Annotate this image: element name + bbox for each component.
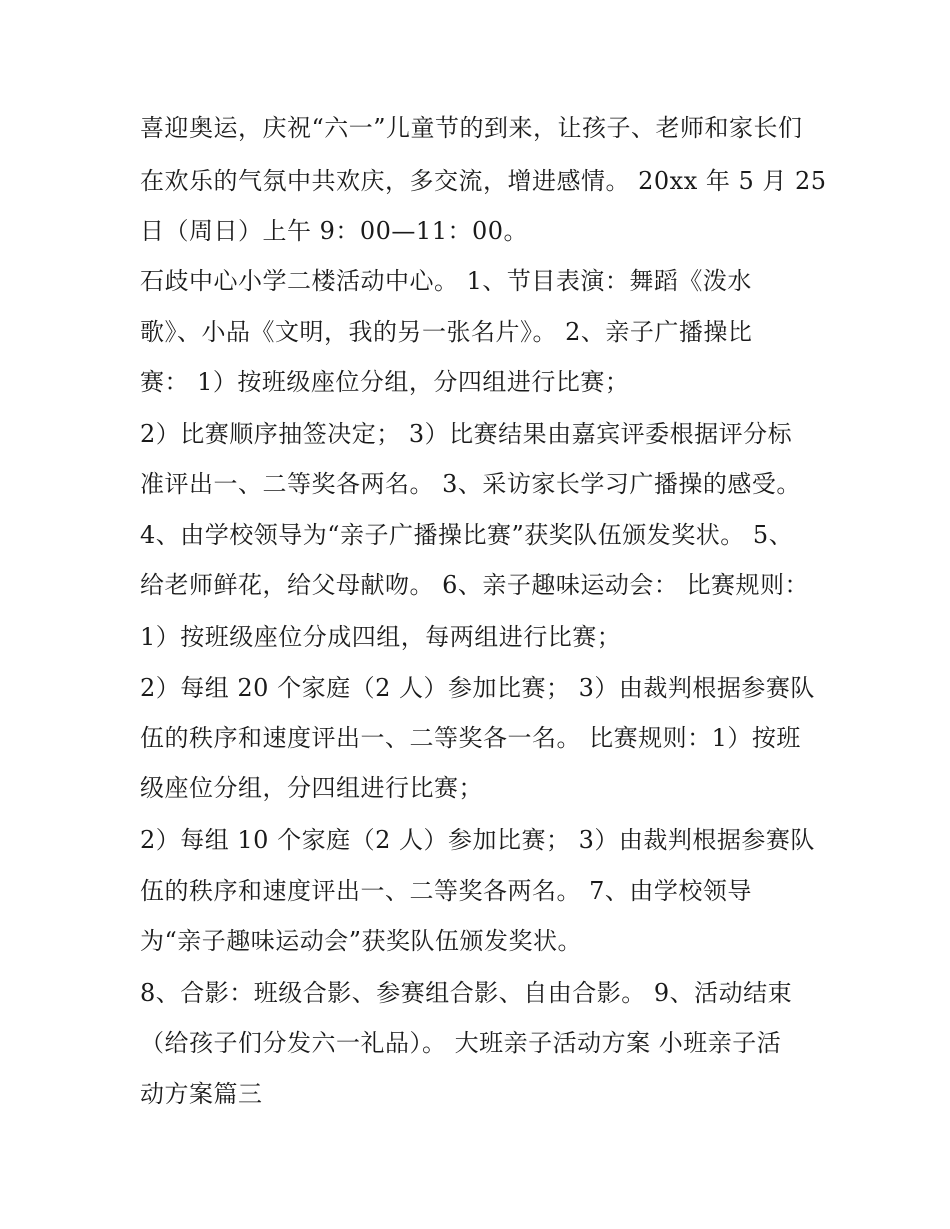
text-line: 伍的秩序和速度评出一、二等奖各一名。 比赛规则：1）按班: [140, 724, 801, 752]
text-line: 日（周日）上午 9：00—11：00。: [140, 217, 529, 245]
text-line: 赛： 1）按班级座位分组，分四组进行比赛；: [140, 368, 630, 396]
text-line: 8、合影：班级合影、参赛组合影、自由合影。 9、活动结束: [140, 979, 793, 1007]
text-line: 准评出一、二等奖各两名。 3、采访家长学习广播操的感受。: [140, 470, 801, 498]
text-line: 2）比赛顺序抽签决定； 3）比赛结果由嘉宾评委根据评分标: [140, 420, 793, 448]
text-line: 歌》、小品《文明，我的另一张名片》。 2、亲子广播操比: [140, 318, 753, 346]
text-line: 喜迎奥运，庆祝“六一”儿童节的到来，让孩子、老师和家长们: [140, 114, 803, 142]
text-line: 4、由学校领导为“亲子广播操比赛”获奖队伍颁发奖状。 5、: [140, 521, 794, 549]
text-line: 2）每组 20 个家庭（2 人）参加比赛； 3）由裁判根据参赛队: [140, 674, 815, 702]
text-line: 在欢乐的气氛中共欢庆，多交流，增进感情。 20xx 年 5 月 25: [140, 167, 827, 195]
text-line: （给孩子们分发六一礼品）。 大班亲子活动方案 小班亲子活: [140, 1029, 782, 1057]
text-line: 为“亲子趣味运动会”获奖队伍颁发奖状。: [140, 927, 583, 955]
text-line: 伍的秩序和速度评出一、二等奖各两名。 7、由学校领导: [140, 877, 752, 905]
text-line: 2）每组 10 个家庭（2 人）参加比赛； 3）由裁判根据参赛队: [140, 826, 815, 854]
text-line: 级座位分组，分四组进行比赛；: [140, 774, 483, 802]
text-line: 石歧中心小学二楼活动中心。 1、节目表演：舞蹈《泼水: [140, 267, 752, 295]
text-line: 动方案篇三: [140, 1080, 263, 1108]
text-line: 给老师鲜花，给父母献吻。 6、亲子趣味运动会： 比赛规则：: [140, 571, 810, 599]
text-line: 1）按班级座位分成四组，每两组进行比赛；: [140, 623, 622, 651]
